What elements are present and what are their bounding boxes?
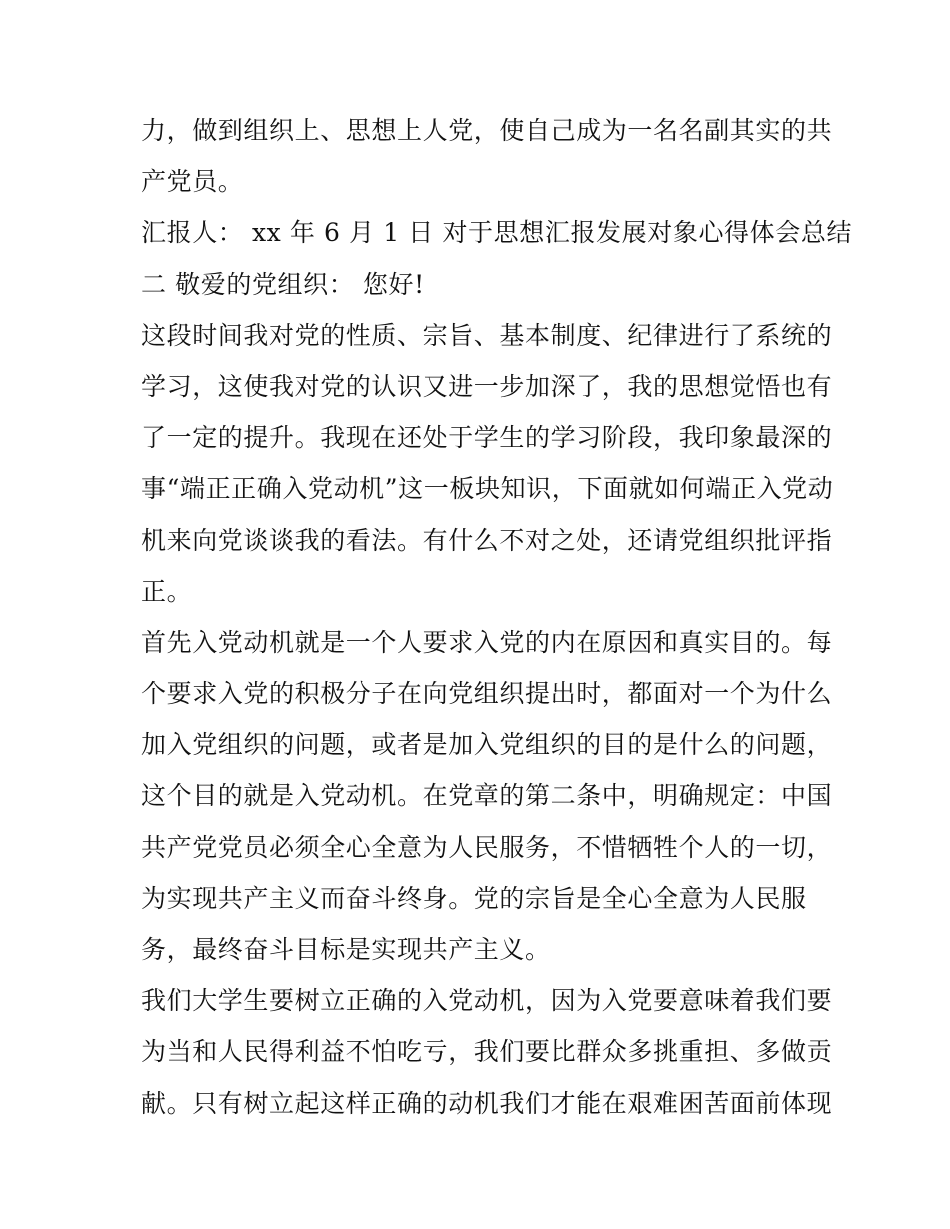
- text-line: 首先入党动机就是一个人要求入党的内在原因和真实目的。每: [141, 627, 833, 657]
- text-line: 二 敬爱的党组织： 您好!: [141, 269, 425, 299]
- document-body: [141, 105, 853, 1129]
- text-line: 个要求入党的积极分子在向党组织提出时，都面对一个为什么: [141, 679, 833, 709]
- text-line: 学习，这使我对党的认识又进一步加深了，我的思想觉悟也有: [141, 371, 833, 401]
- text-line: 汇报人： xx 年 6 月 1 日 对于思想汇报发展对象心得体会总结: [141, 218, 853, 248]
- text-line: 产党员。: [141, 167, 244, 197]
- text-line: 我们大学生要树立正确的入党动机，因为入党要意味着我们要: [141, 986, 833, 1016]
- text-line: 事“端正正确入党动机”这一板块知识，下面就如何端正入党动: [141, 474, 834, 504]
- text-line: 力，做到组织上、思想上人党，使自己成为一名名副其实的共: [141, 116, 833, 145]
- text-line: 这段时间我对党的性质、宗旨、基本制度、纪律进行了系统的: [141, 320, 833, 350]
- text-line: 机来向党谈谈我的看法。有什么不对之处，还请党组织批评指: [141, 525, 833, 555]
- text-line: 献。只有树立起这样正确的动机我们才能在艰难困苦面前体现: [141, 1088, 833, 1118]
- text-line: 为当和人民得利益不怕吃亏，我们要比群众多挑重担、多做贡: [141, 1037, 833, 1067]
- text-line: 为实现共产主义而奋斗终身。党的宗旨是全心全意为人民服: [141, 883, 807, 913]
- text-line: 共产党党员必须全心全意为人民服务，不惜牺牲个人的一切，: [141, 832, 833, 862]
- text-line: 了一定的提升。我现在还处于学生的学习阶段，我印象最深的: [141, 423, 833, 453]
- text-line: 加入党组织的问题，或者是加入党组织的目的是什么的问题，: [141, 730, 833, 760]
- text-line: 正。: [141, 576, 193, 606]
- text-line: 务，最终奋斗目标是实现共产主义。: [141, 935, 551, 964]
- text-line: 这个目的就是入党动机。在党章的第二条中，明确规定：中国: [141, 781, 833, 811]
